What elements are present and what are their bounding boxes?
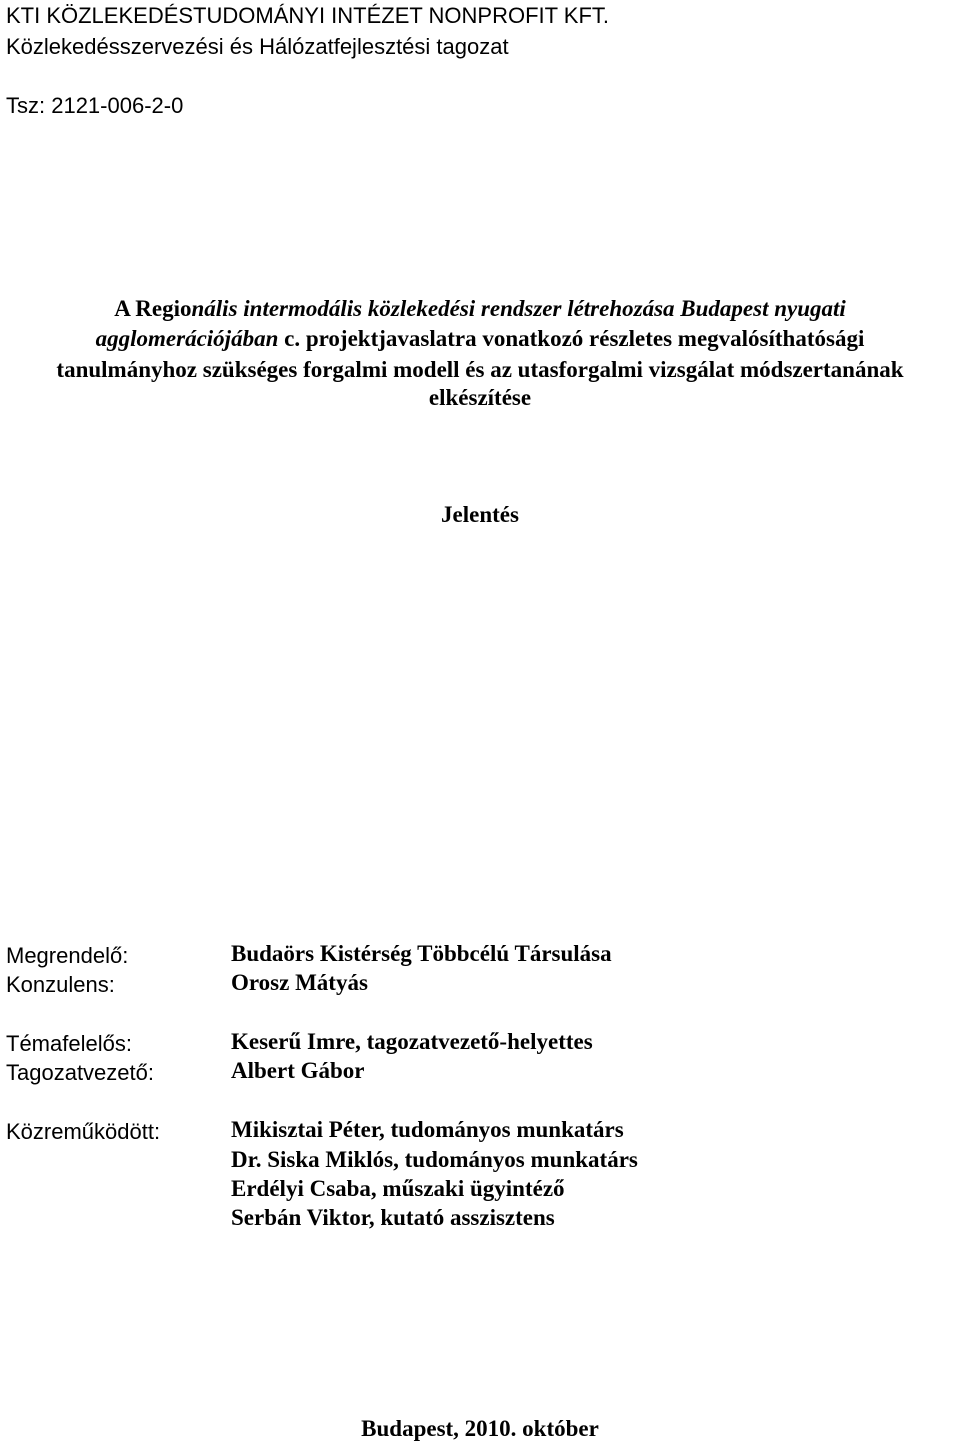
division-head-value: Albert Gábor — [231, 1058, 365, 1083]
responsible-value: Keserű Imre, tagozatvezető-helyettes — [231, 1029, 593, 1054]
reference-number: Tsz: 2121-006-2-0 — [6, 93, 184, 118]
title-text-regular: A Regio — [114, 296, 192, 321]
place-and-date: Budapest, 2010. október — [361, 1416, 599, 1441]
institute-name: KTI KÖZLEKEDÉSTUDOMÁNYI INTÉZET NONPROFIT KFT. — [6, 3, 610, 28]
title-text-italic: agglomerációjában — [95, 326, 279, 351]
report-type: Jelentés — [441, 502, 519, 527]
title-text-italic: nális intermodális közlekedési rendszer létrehozása Budapest nyugati — [191, 296, 846, 321]
division-name: Közlekedésszervezési és Hálózatfejlesztési tagozat — [6, 34, 509, 59]
client-value: Budaörs Kistérség Többcélú Társulása — [231, 941, 612, 966]
client-label: Megrendelő: — [6, 943, 129, 968]
division-head-label: Tagozatvezető: — [6, 1060, 154, 1085]
contributors-label: Közreműködött: — [6, 1119, 161, 1144]
contributor-item: Mikisztai Péter, tudományos munkatárs — [231, 1117, 624, 1142]
report-title-line-3: tanulmányhoz szükséges forgalmi modell és az utasforgalmi vizsgálat módszertanának — [56, 357, 904, 382]
title-text-regular: c. projektjavaslatra vonatkozó részletes megvalósíthatósági — [278, 326, 865, 351]
report-title-line-4: elkészítése — [428, 385, 532, 410]
report-title-line-2 — [0, 323, 960, 355]
consultant-label: Konzulens: — [6, 972, 115, 997]
report-title-line-1 — [0, 293, 960, 325]
contributor-item: Erdélyi Csaba, műszaki ügyintéző — [231, 1176, 565, 1201]
responsible-label: Témafelelős: — [6, 1031, 132, 1056]
contributor-item: Serbán Viktor, kutató asszisztens — [231, 1205, 555, 1230]
contributor-item: Dr. Siska Miklós, tudományos munkatárs — [231, 1147, 638, 1172]
consultant-value: Orosz Mátyás — [231, 970, 368, 995]
